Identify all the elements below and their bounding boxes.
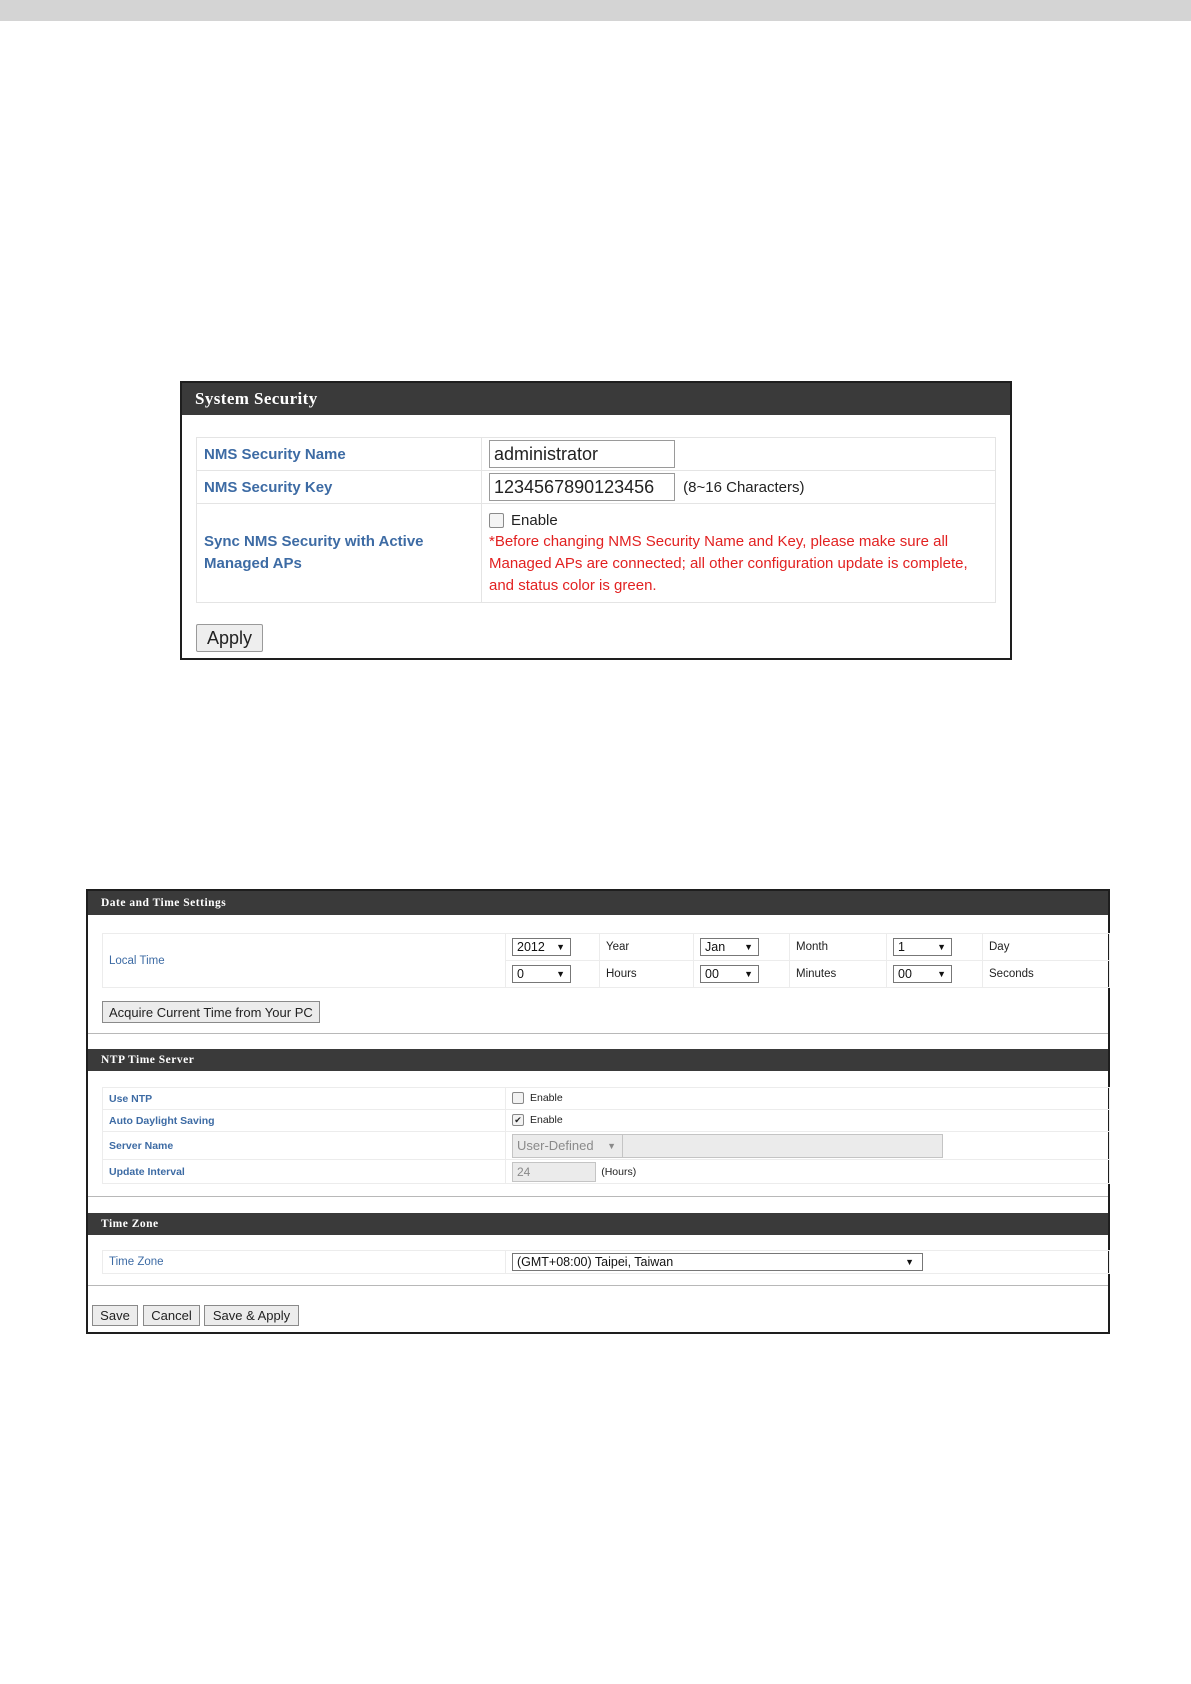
nms-key-hint: (8~16 Characters) xyxy=(683,478,805,496)
chevron-down-icon: ▼ xyxy=(905,1257,914,1267)
update-interval-unit: (Hours) xyxy=(601,1165,637,1178)
acquire-time-button[interactable]: Acquire Current Time from Your PC xyxy=(102,1001,320,1023)
system-security-title: System Security xyxy=(182,383,1010,415)
local-time-label: Local Time xyxy=(103,934,506,988)
use-ntp-label: Use NTP xyxy=(103,1088,506,1110)
year-select[interactable]: 2012 ▼ xyxy=(512,938,571,956)
chevron-down-icon: ▼ xyxy=(937,942,946,952)
minutes-label: Minutes xyxy=(796,967,837,980)
sync-warning-text: *Before changing NMS Security Name and Key, please make sure all Managed APs are connected; all other configuration update is complete, and status color is green. xyxy=(489,532,968,594)
save-button[interactable]: Save xyxy=(92,1305,138,1326)
system-security-panel xyxy=(180,381,1012,660)
server-name-input[interactable] xyxy=(622,1134,943,1158)
chevron-down-icon: ▼ xyxy=(937,969,946,979)
chevron-down-icon: ▼ xyxy=(744,942,753,952)
apply-button[interactable]: Apply xyxy=(196,624,263,652)
ntp-table xyxy=(102,1087,1110,1184)
year-label: Year xyxy=(606,940,630,953)
date-time-title: Date and Time Settings xyxy=(88,891,1108,915)
use-ntp-enable-label: Enable xyxy=(530,1092,563,1105)
divider xyxy=(88,1196,1108,1197)
server-name-select[interactable]: User-Defined ▼ xyxy=(512,1134,623,1158)
nms-key-label: NMS Security Key xyxy=(197,471,482,504)
day-select[interactable]: 1 ▼ xyxy=(893,938,952,956)
sync-row xyxy=(197,504,996,603)
auto-dst-enable-label: Enable xyxy=(530,1114,563,1127)
chevron-down-icon: ▼ xyxy=(556,942,565,952)
timezone-label: Time Zone xyxy=(103,1251,506,1274)
local-time-table xyxy=(102,933,1110,988)
system-security-table xyxy=(196,437,996,603)
divider xyxy=(88,1033,1108,1034)
nms-key-row xyxy=(197,471,996,504)
cancel-button[interactable]: Cancel xyxy=(143,1305,200,1326)
timezone-select[interactable]: (GMT+08:00) Taipei, Taiwan ▼ xyxy=(512,1253,923,1271)
month-label: Month xyxy=(796,940,828,953)
auto-dst-checkbox[interactable] xyxy=(512,1114,524,1126)
auto-dst-label: Auto Daylight Saving xyxy=(103,1110,506,1132)
top-gray-bar xyxy=(0,0,1191,21)
nms-name-label: NMS Security Name xyxy=(197,438,482,471)
chevron-down-icon: ▼ xyxy=(744,969,753,979)
nms-name-row xyxy=(197,438,996,471)
timezone-title: Time Zone xyxy=(88,1213,1108,1235)
server-name-label: Server Name xyxy=(103,1132,506,1160)
nms-key-input[interactable]: 1234567890123456 xyxy=(489,473,675,501)
sync-label: Sync NMS Security with Active Managed APs xyxy=(197,504,482,603)
chevron-down-icon: ▼ xyxy=(556,969,565,979)
update-interval-input[interactable]: 24 xyxy=(512,1162,596,1182)
update-interval-label: Update Interval xyxy=(103,1160,506,1184)
save-apply-button[interactable]: Save & Apply xyxy=(204,1305,299,1326)
timezone-table xyxy=(102,1250,1110,1274)
minutes-select[interactable]: 00 ▼ xyxy=(700,965,759,983)
checkmark-icon: ✔ xyxy=(514,1115,522,1126)
nms-name-input[interactable]: administrator xyxy=(489,440,675,468)
hours-label: Hours xyxy=(606,967,637,980)
hours-select[interactable]: 0 ▼ xyxy=(512,965,571,983)
use-ntp-checkbox[interactable] xyxy=(512,1092,524,1104)
seconds-label: Seconds xyxy=(989,967,1034,980)
divider xyxy=(88,1285,1108,1286)
sync-enable-checkbox[interactable] xyxy=(489,513,504,528)
sync-enable-label: Enable xyxy=(511,511,558,529)
chevron-down-icon: ▼ xyxy=(607,1140,616,1151)
day-label: Day xyxy=(989,940,1010,953)
seconds-select[interactable]: 00 ▼ xyxy=(893,965,952,983)
month-select[interactable]: Jan ▼ xyxy=(700,938,759,956)
ntp-title: NTP Time Server xyxy=(88,1049,1108,1071)
date-time-panel xyxy=(86,889,1110,1334)
